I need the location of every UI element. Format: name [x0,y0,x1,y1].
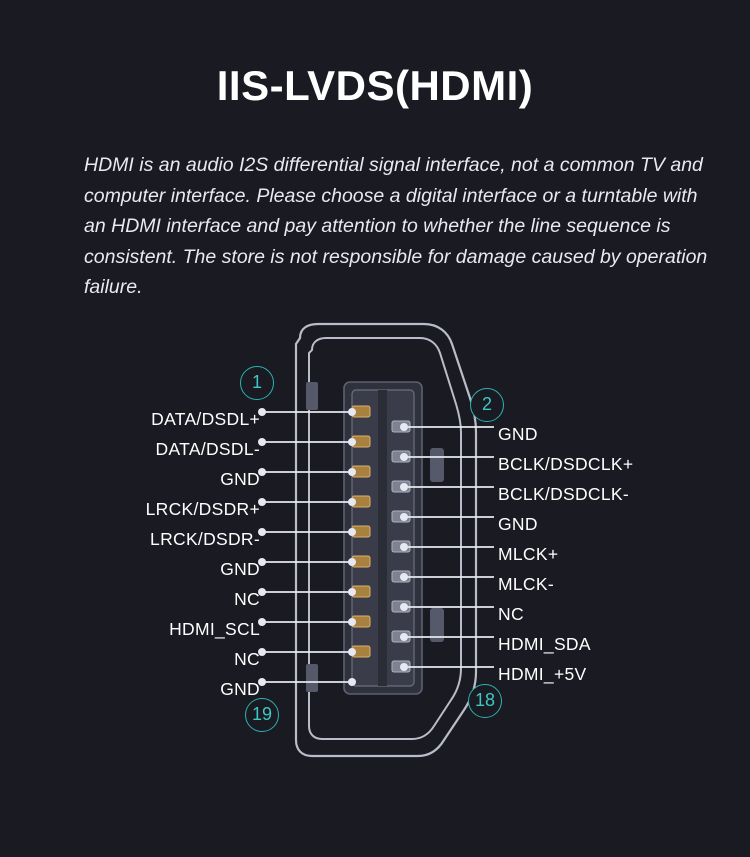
page-title: IIS-LVDS(HDMI) [216,62,534,109]
pin-label: BCLK/DSDCLK+ [498,454,634,474]
pin-label: HDMI_SCL [169,619,260,639]
pin-label: NC [234,589,260,609]
right-pin-labels [498,419,748,689]
pin-label: NC [234,649,260,669]
left-pin-labels [0,404,260,704]
pin-label: MLCK+ [498,544,559,564]
callout-pin-19: 19 [245,698,279,732]
description-text: HDMI is an audio I2S differential signal interface, not a common TV and computer interface. Please choose a digital interface or a turntable with an HDMI interface and pay attention to whether the line sequence is consistent. The store is not responsible for damage caused by operation failure. [84,154,708,298]
callout-pin-2: 2 [470,388,504,422]
callout-pin-18: 18 [468,684,502,718]
pin-label: NC [498,604,524,624]
pin-label: HDMI_+5V [498,664,587,684]
pin-label: GND [498,424,538,444]
pin-label: GND [220,679,260,699]
callout-pin-1: 1 [240,366,274,400]
pin-label: GND [498,514,538,534]
pin-label: DATA/DSDL+ [151,409,260,429]
pin-label: GND [220,559,260,579]
pin-label: LRCK/DSDR+ [145,499,260,519]
pin-label: MLCK- [498,574,554,594]
pin-label: GND [220,469,260,489]
pin-label: DATA/DSDL- [155,439,260,459]
pin-label: HDMI_SDA [498,634,591,654]
pin-label: BCLK/DSDCLK- [498,484,629,504]
pin-label: LRCK/DSDR- [150,529,260,549]
